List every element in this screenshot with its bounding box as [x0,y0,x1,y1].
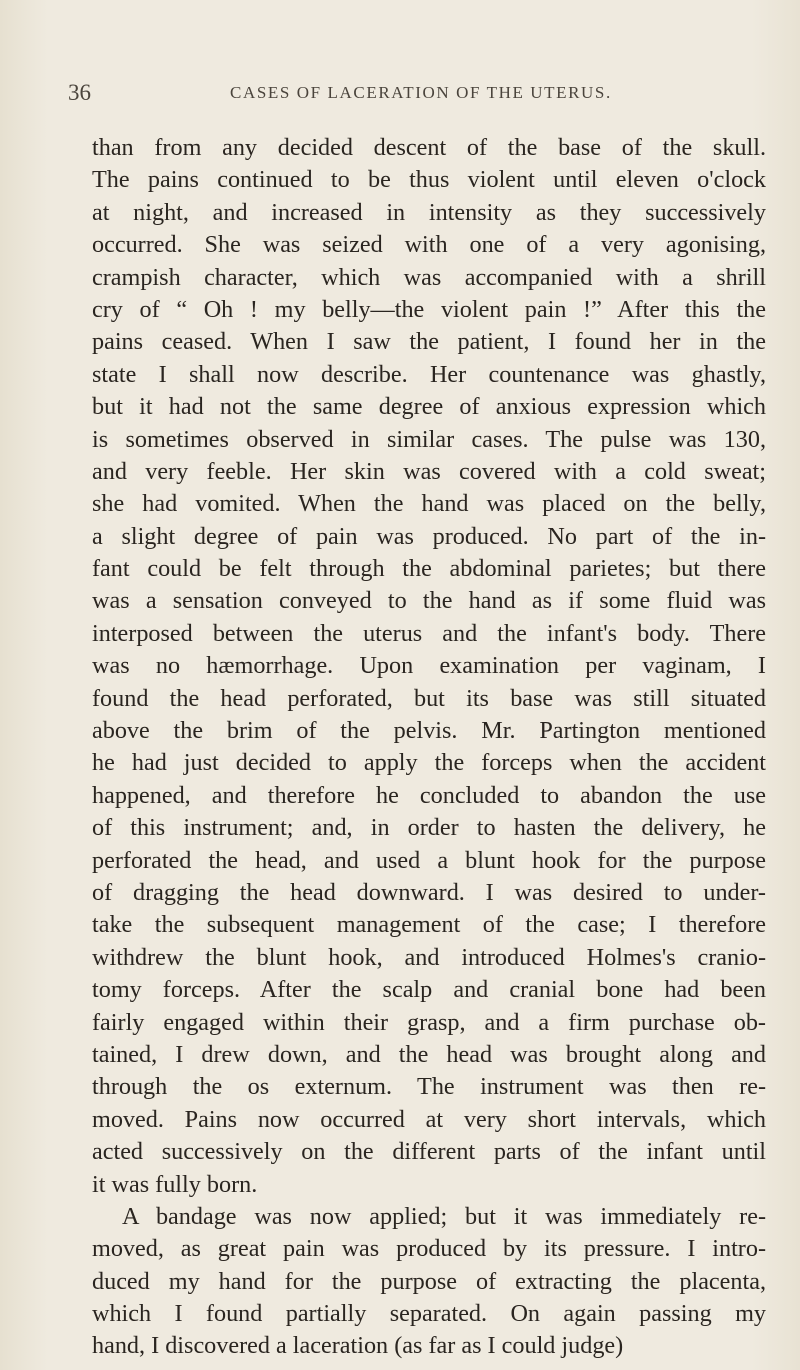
text-line: it was fully born. [92,1170,258,1198]
text-line: hand, I discovered a laceration (as far as I could judge) [92,1332,624,1360]
text-line: take the subsequent management of the case; I therefore [92,911,766,939]
text-line: pains ceased. When I saw the patient, I found her in the [92,328,766,356]
text-line: was no hæmorrhage. Upon examination per vaginam, I [92,652,766,680]
text-line: moved, as great pain was produced by its pressure. I intro- [92,1235,766,1263]
text-line: moved. Pains now occurred at very short intervals, which [92,1105,766,1133]
text-line: she had vomited. When the hand was placed on the belly, [92,490,766,518]
text-line: a slight degree of pain was produced. No part of the in- [92,522,766,550]
text-line: A bandage was now applied; but it was immediately re- [122,1202,766,1230]
text-line: happened, and therefore he concluded to abandon the use [92,781,766,809]
paragraph [92,132,766,1201]
text-line: at night, and increased in intensity as they successively [92,198,766,226]
text-line: tomy forceps. After the scalp and cranial bone had been [92,976,766,1004]
page-number: 36 [68,80,91,105]
text-line: through the os externum. The instrument was then re- [92,1073,766,1101]
body-text [92,132,766,1363]
paragraph [92,1201,766,1363]
text-line: fant could be felt through the abdominal parietes; but there [92,555,766,583]
text-line: than from any decided descent of the base of the skull. [92,134,766,161]
text-line: acted successively on the different parts of the infant until [92,1138,766,1166]
text-line: perforated the head, and used a blunt hook for the purpose [92,846,766,874]
text-line: found the head perforated, but its base was still situated [92,684,766,712]
text-line: interposed between the uterus and the infant's body. There [92,619,766,647]
text-line: withdrew the blunt hook, and introduced Holmes's cranio- [92,943,766,971]
text-line: above the brim of the pelvis. Mr. Partington mentioned [92,717,766,745]
text-line: state I shall now describe. Her countenance was ghastly, [92,360,766,388]
text-line: occurred. She was seized with one of a very agonising, [92,231,766,259]
text-line: of this instrument; and, in order to hasten the delivery, he [92,814,766,842]
text-line: he had just decided to apply the forceps when the accident [92,749,766,777]
text-line: was a sensation conveyed to the hand as if some fluid was [92,587,766,615]
text-line: The pains continued to be thus violent until eleven o'clock [92,166,766,194]
text-line: duced my hand for the purpose of extracting the placenta, [92,1267,766,1295]
text-line: tained, I drew down, and the head was brought along and [92,1040,766,1068]
text-line: but it had not the same degree of anxious expression which [92,393,766,421]
text-line: fairly engaged within their grasp, and a firm purchase ob- [92,1008,766,1036]
text-line: cry of “ Oh ! my belly—the violent pain !” After this the [92,295,766,323]
text-line: crampish character, which was accompanied with a shrill [92,263,766,291]
text-line: is sometimes observed in similar cases. The pulse was 130, [92,425,766,453]
running-title: CASES OF LACERATION OF THE UTERUS. [230,83,612,102]
running-head [68,80,768,110]
text-line: of dragging the head downward. I was desired to under- [92,878,766,906]
text-line: and very feeble. Her skin was covered with a cold sweat; [92,457,766,485]
text-line: which I found partially separated. On again passing my [92,1300,766,1328]
